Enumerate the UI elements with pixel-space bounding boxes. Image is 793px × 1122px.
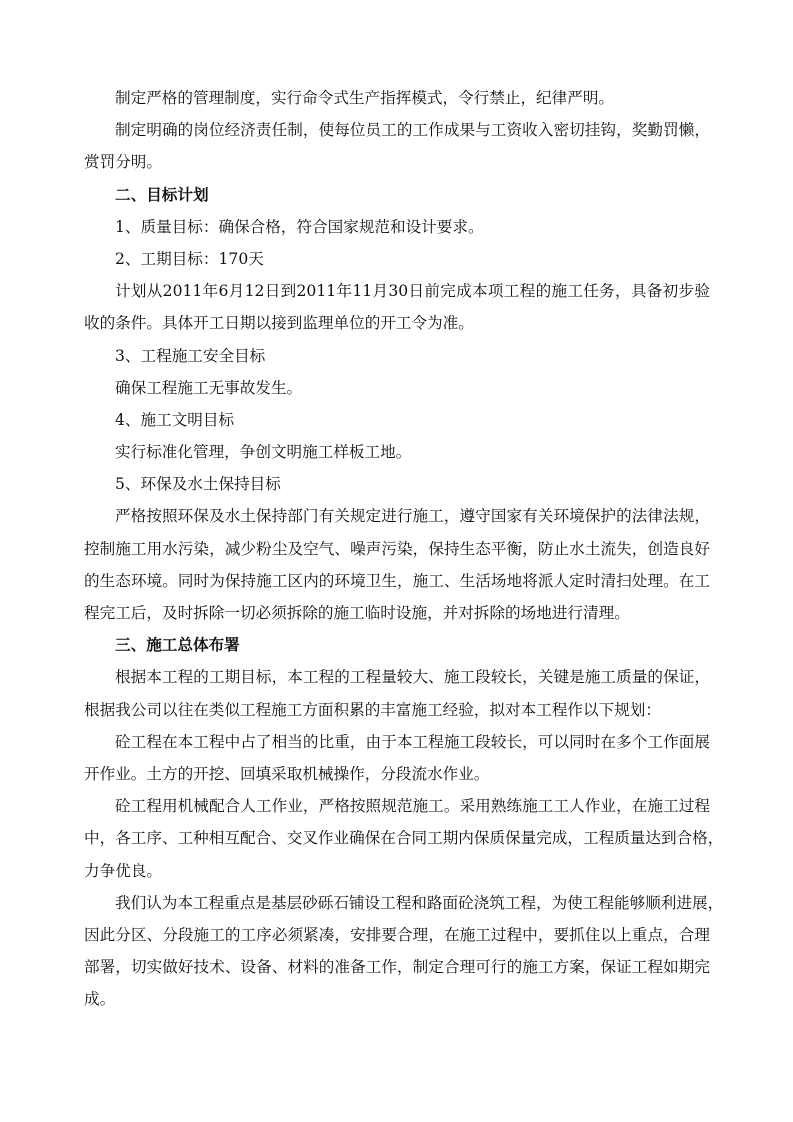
text-line: 因此分区、分段施工的工序必须紧凑，安排要合理，在施工过程中，要抓住以上重点，合理 xyxy=(84,925,710,944)
document-body xyxy=(84,82,724,1015)
text-line: 三、施工总体布署 xyxy=(115,635,240,655)
paragraph xyxy=(84,211,710,243)
text-line: 赏罚分明。 xyxy=(84,153,162,172)
text-line: 成。 xyxy=(84,990,116,1009)
paragraph xyxy=(84,114,710,178)
paragraph xyxy=(84,661,710,725)
paragraph xyxy=(84,404,710,436)
text-line: 程完工后，及时拆除一切必须拆除的施工临时设施，并对拆除的场地进行清理。 xyxy=(84,604,630,622)
paragraph xyxy=(84,243,710,275)
text-line: 1、质量目标：确保合格，符合国家规范和设计要求。 xyxy=(115,217,484,236)
text-line: 控制施工用水污染，减少粉尘及空气、噪声污染，保持生态平衡，防止水土流失，创造良好 xyxy=(84,539,710,558)
text-line: 制定严格的管理制度，实行命令式生产指挥模式，令行禁止，纪律严明。 xyxy=(115,89,615,107)
text-line: 的生态环境。同时为保持施工区内的环境卫生，施工、生活场地将派人定时清扫处理。在工 xyxy=(84,571,710,590)
text-line: 二、目标计划 xyxy=(115,184,209,204)
paragraph xyxy=(84,436,710,468)
text-line: 4、施工文明目标 xyxy=(115,410,235,429)
text-line: 中，各工序、工种相互配合、交叉作业确保在合同工期内保质保量完成，工程质量达到合格， xyxy=(84,829,724,848)
paragraph xyxy=(84,468,710,500)
text-line: 5、环保及水土保持目标 xyxy=(115,475,281,494)
text-line: 根据本工程的工期目标，本工程的工程量较大、施工段较长，关键是施工质量的保证， xyxy=(115,668,710,687)
text-line: 确保工程施工无事故发生。 xyxy=(115,378,303,397)
text-line: 砼工程在本工程中占了相当的比重，由于本工程施工段较长，可以同时在多个工作面展 xyxy=(115,732,710,751)
text-line: 实行标准化管理，争创文明施工样板工地。 xyxy=(115,443,412,462)
paragraph xyxy=(84,340,710,372)
text-line: 制定明确的岗位经济责任制，使每位员工的工作成果与工资收入密切挂钩，奖勤罚懒， xyxy=(115,121,710,140)
text-line: 力争优良。 xyxy=(84,861,162,880)
paragraph xyxy=(84,372,710,404)
text-line: 计划从2011年6月12日到2011年11月30日前完成本项工程的施工任务，具备初步验 xyxy=(115,282,710,301)
section-heading xyxy=(84,629,710,661)
text-line: 开作业。土方的开挖、回填采取机械操作，分段流水作业。 xyxy=(84,764,490,783)
text-line: 部署，切实做好技术、设备、材料的准备工作，制定合理可行的施工方案，保证工程如期完 xyxy=(84,958,710,977)
text-line: 收的条件。具体开工日期以接到监理单位的开工令为准。 xyxy=(84,314,474,333)
section-heading xyxy=(84,179,710,211)
text-line: 砼工程用机械配合人工作业，严格按照规范施工。采用熟练施工工人作业，在施工过程 xyxy=(115,797,710,816)
text-line: 2、工期目标：170天 xyxy=(115,249,264,268)
text-line: 根据我公司以往在类似工程施工方面积累的丰富施工经验，拟对本工程作以下规划： xyxy=(84,700,661,719)
text-line: 严格按照环保及水土保持部门有关规定进行施工，遵守国家有关环境保护的法律法规， xyxy=(115,507,710,526)
paragraph xyxy=(84,82,710,114)
text-line: 我们认为本工程重点是基层砂砾石铺设工程和路面砼浇筑工程，为使工程能够顺利进展， xyxy=(115,893,724,912)
paragraph xyxy=(84,500,710,629)
paragraph xyxy=(84,790,724,887)
paragraph xyxy=(84,726,710,790)
paragraph xyxy=(84,275,710,339)
text-line: 3、工程施工安全目标 xyxy=(115,346,266,365)
paragraph xyxy=(84,887,724,1016)
